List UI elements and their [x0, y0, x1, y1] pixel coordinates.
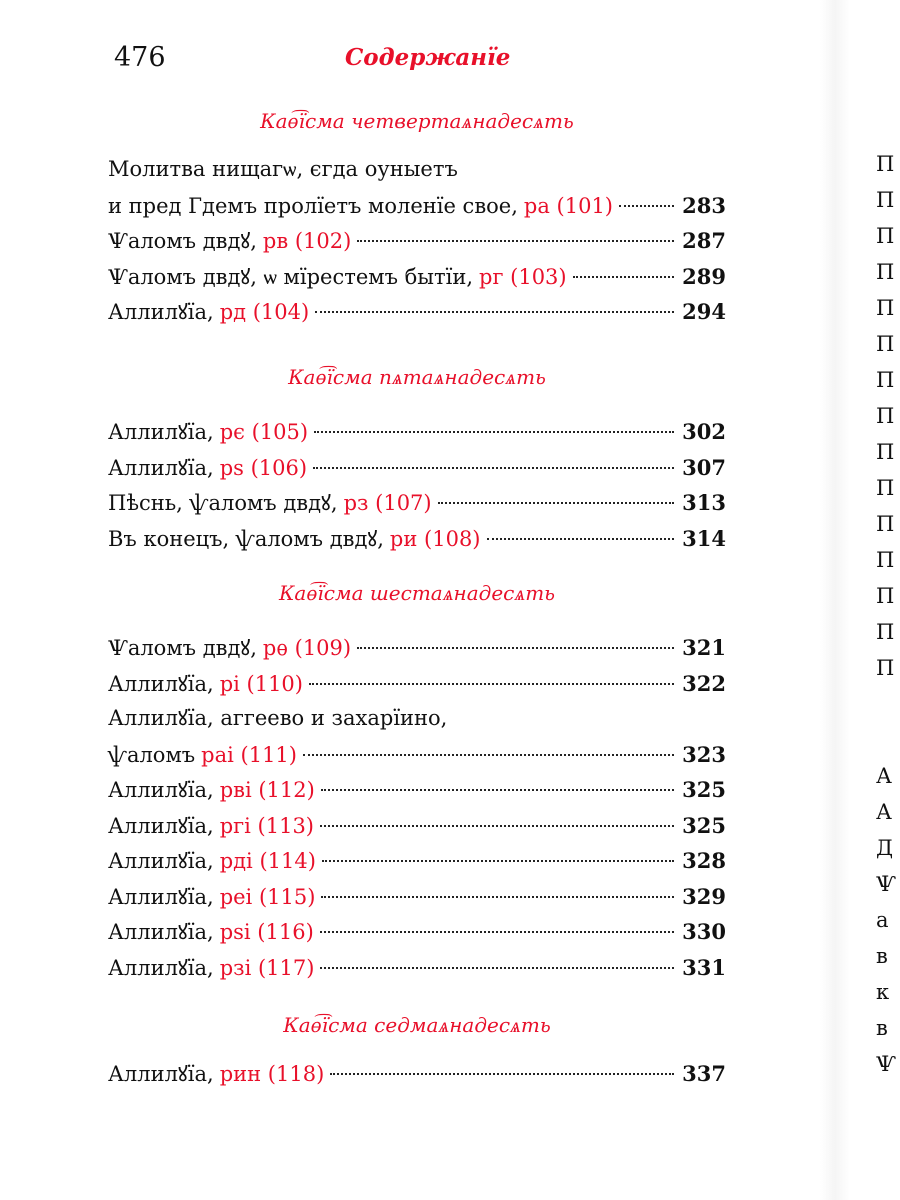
psalm-reference: ргі (113) [219, 813, 314, 838]
page-number: 476 [114, 42, 166, 73]
facing-page-glyph: П [876, 152, 895, 176]
toc-entry[interactable] [108, 223, 726, 259]
entry-title: Ѱаломъ двдꙋ, [108, 636, 257, 660]
toc-entry[interactable] [108, 808, 726, 844]
facing-page-glyph: П [876, 512, 895, 536]
dot-leader [573, 276, 675, 278]
dot-leader [315, 311, 674, 313]
psalm-reference: рв (102) [262, 229, 352, 253]
toc-entry[interactable] [108, 843, 726, 879]
dot-leader [357, 240, 674, 242]
dot-leader [309, 683, 674, 685]
entry-title: Аллилꙋїа, [108, 884, 214, 909]
entry-page-number: 289 [682, 263, 726, 289]
facing-page-glyph: в [876, 1016, 888, 1040]
psalm-reference: рє (105) [219, 420, 309, 444]
section-heading: Каѳ͡їсма четвертаѧнадесѧть [260, 109, 574, 133]
facing-page-glyph: П [876, 440, 895, 464]
entry-title: Аллилꙋїа, [108, 813, 214, 838]
section-heading: Каѳ͡їсма пѧтаѧнадесѧть [288, 365, 546, 389]
facing-page-glyph: П [876, 368, 895, 392]
psalm-reference: рзі (117) [219, 955, 315, 980]
facing-page-glyph: в [876, 944, 888, 968]
entry-page-number: 321 [682, 635, 726, 660]
psalm-reference: рз (107) [343, 491, 432, 515]
facing-page-glyph: П [876, 188, 895, 212]
dot-leader [438, 502, 675, 504]
entry-title: Аллилꙋїа, [108, 778, 214, 802]
dot-leader [330, 1073, 674, 1075]
entry-page-number: 314 [682, 525, 726, 551]
entry-title: Пѣснь, ѱаломъ двдꙋ, [108, 491, 338, 515]
toc-entry[interactable] [108, 879, 726, 915]
entry-page-number: 328 [682, 848, 726, 873]
facing-page-glyph: П [876, 620, 895, 644]
toc-entry [108, 701, 726, 737]
facing-page-glyph: П [876, 476, 895, 500]
toc-entry[interactable] [108, 772, 726, 808]
psalm-reference: рин (118) [219, 1062, 325, 1086]
facing-page-glyph: П [876, 332, 895, 356]
facing-page-glyph: Ѱ [876, 1052, 896, 1076]
entry-page-number: 302 [682, 419, 726, 444]
entry-title: Въ конецъ, ѱаломъ двдꙋ, [108, 526, 384, 551]
facing-page-fragment [876, 0, 900, 1200]
dot-leader [303, 754, 674, 756]
entry-title: Аллилꙋїа, [108, 849, 214, 873]
facing-page-glyph: П [876, 260, 895, 284]
entry-page-number: 287 [682, 228, 726, 253]
toc-entry[interactable] [108, 914, 726, 950]
dot-leader [320, 967, 674, 969]
dot-leader [321, 789, 674, 791]
entry-title: Ѱаломъ двдꙋ, ѡ мїрестемъ бытїи, [108, 264, 474, 289]
entry-page-number: 313 [682, 490, 726, 515]
toc-entry [108, 152, 726, 188]
dot-leader [619, 205, 674, 207]
entry-title: Ѱаломъ двдꙋ, [108, 229, 257, 253]
dot-leader [357, 647, 674, 649]
entry-page-number: 322 [682, 670, 726, 696]
psalm-reference: ра (101) [523, 193, 613, 218]
toc-entry[interactable] [108, 450, 726, 486]
kathisma-17-section [108, 1010, 726, 1092]
entry-page-number: 331 [682, 954, 726, 980]
psalm-reference: ри (108) [389, 526, 481, 551]
psalm-reference: рді (114) [219, 849, 316, 873]
kathisma-15-section [108, 362, 726, 556]
facing-page-glyph: Д [876, 836, 894, 860]
entry-title: Молитва нищагѡ, єгда оуныетъ [108, 157, 458, 181]
psalm-reference: реі (115) [219, 884, 316, 909]
entry-title: Аллилꙋїа, [108, 671, 214, 696]
entry-title: Аллилꙋїа, аггеево и захарїино, [108, 706, 448, 730]
facing-page-glyph: П [876, 296, 895, 320]
entry-title: ѱаломъ [108, 742, 196, 767]
toc-entry[interactable] [108, 737, 726, 773]
toc-entry[interactable] [108, 630, 726, 666]
toc-entry[interactable] [108, 1056, 726, 1092]
psalm-reference: рві (112) [219, 778, 315, 802]
toc-entry[interactable] [108, 485, 726, 521]
section-heading: Каѳ͡їсма шестаѧнадесѧть [278, 581, 556, 605]
dot-leader [320, 931, 674, 933]
dot-leader [321, 896, 674, 898]
entry-page-number: 325 [682, 777, 726, 802]
psalm-reference: рг (103) [479, 264, 567, 289]
psalm-reference: раі (111) [201, 742, 297, 767]
facing-page-glyph: П [876, 548, 895, 572]
toc-entry[interactable] [108, 950, 726, 986]
psalm-reference: рѳ (109) [262, 636, 352, 660]
entry-title: Аллилꙋїа, [108, 920, 214, 944]
facing-page-glyph: П [876, 584, 895, 608]
entry-page-number: 323 [682, 741, 726, 767]
section-heading: Каѳ͡їсма седмаѧнадесѧть [283, 1013, 551, 1037]
facing-page-glyph: к [876, 980, 890, 1004]
entry-page-number: 330 [682, 919, 726, 944]
psalm-reference: рі (110) [219, 671, 303, 696]
psalm-reference: рд (104) [219, 300, 310, 324]
facing-page-glyph: А [876, 764, 892, 788]
facing-page-glyph: а [876, 908, 889, 932]
facing-page-glyph: Ѱ [876, 872, 896, 896]
toc-entry[interactable] [108, 188, 726, 224]
entry-page-number: 283 [682, 192, 726, 218]
entry-page-number: 294 [682, 299, 726, 324]
dot-leader [487, 538, 675, 540]
dot-leader [313, 467, 674, 469]
dot-leader [322, 860, 674, 862]
dot-leader [314, 431, 674, 433]
dot-leader [320, 825, 674, 827]
kathisma-14-section [108, 106, 726, 330]
entry-page-number: 337 [682, 1061, 726, 1086]
entry-title: Аллилꙋїа, [108, 300, 214, 324]
entry-page-number: 329 [682, 883, 726, 909]
entry-title: Аллилꙋїа, [108, 455, 214, 480]
toc-entry[interactable] [108, 414, 726, 450]
page-title: Содержанїе [345, 44, 511, 71]
psalm-reference: рѕі (116) [219, 920, 314, 944]
entry-page-number: 307 [682, 454, 726, 480]
facing-page-glyph: П [876, 656, 895, 680]
toc-entry[interactable] [108, 294, 726, 330]
toc-entry[interactable] [108, 521, 726, 557]
kathisma-16-section [108, 578, 726, 985]
facing-page-glyph: П [876, 404, 895, 428]
facing-page-glyph: А [876, 800, 892, 824]
psalm-reference: рѕ (106) [219, 455, 308, 480]
entry-title: и пред Гдемъ пролїетъ моленїе свое, [108, 193, 518, 218]
book-gutter [820, 0, 850, 1200]
entry-title: Аллилꙋїа, [108, 420, 214, 444]
toc-entry[interactable] [108, 666, 726, 702]
entry-title: Аллилꙋїа, [108, 1062, 214, 1086]
entry-title: Аллилꙋїа, [108, 955, 214, 980]
entry-page-number: 325 [682, 812, 726, 838]
toc-entry[interactable] [108, 259, 726, 295]
facing-page-glyph: П [876, 224, 895, 248]
